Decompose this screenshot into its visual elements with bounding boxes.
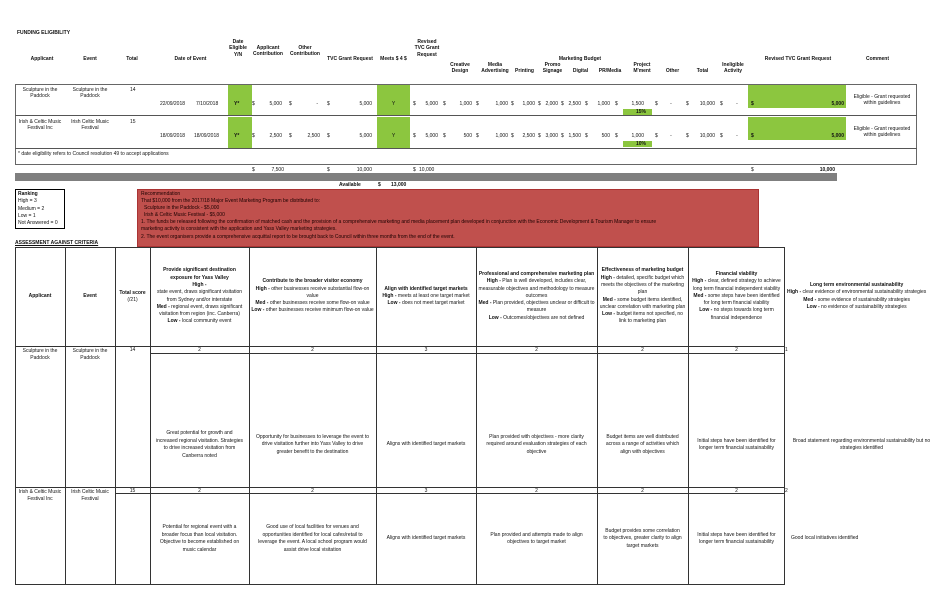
criterion-score: 2 [311,488,314,494]
criterion-level: Med - some steps have been identified for long term financial viability [693,292,780,307]
total-applicant-contribution: 7,500 [271,167,284,173]
header-tvc-grant-request: TVC Grant Request [327,56,373,62]
header-total: Total [126,56,138,62]
currency-symbol: $ [655,133,658,139]
assessment-applicant: Sculpture in the Paddock [22,348,58,361]
criterion-level: Med - some evidence of sustainability strategies [803,296,910,303]
header-ia-l2: Activity [723,68,743,75]
criterion-score: 2 [641,347,644,353]
criterion-level: Low - budget items not specified, no link to marketing plan [602,311,683,325]
ranking-item: Medium = 2 [18,205,45,212]
revised-right-cell: 5,000 [831,133,844,139]
criterion-title: Professional and comprehensive marketing plan [478,270,595,277]
pr-media-cell: 500 [601,133,610,139]
criterion-comment: Broad statement regarding environmental sustainability but no strategies identified [792,437,931,451]
header-oc-l2: Contribution [290,51,320,58]
funding-section-title: FUNDING ELIGIBILITY [17,30,71,36]
criterion-comment: Aligns with identified target markets [386,441,466,448]
promo-cell: 3,000 [545,133,558,139]
meets-highlight [377,85,410,115]
applicant-l2: Festival Inc [27,125,53,132]
printing-cell: 2,500 [522,133,535,139]
project-pct-cell: 15% [635,108,646,115]
applicant-cell [16,119,64,132]
currency-symbol: $ [720,133,723,139]
header-ac-l2: Contribution [253,51,283,58]
header-creative-design [445,62,475,75]
ranking-item: Low = 1 [18,212,36,219]
mb-total-cell: 10,000 [699,101,715,107]
currency-symbol: $ [413,101,416,107]
criterion-header [688,247,785,346]
comment-l2: within guidelines [863,132,901,139]
criterion-comment: Great potential for growth and increased regional visitation. Strategies to drive increased visitation from Canberra noted [156,430,243,459]
header-mb-total: Total [696,68,709,74]
header-applicant-contribution [250,45,286,58]
header-ineligible-activity [718,62,748,75]
ineligible-cell: - [736,101,738,107]
criterion-comment: Good use of local facilities for venues and opportunities identified for local cafes/retail to leverage the event. A local school program would assist drive local visitation [258,524,367,553]
eligible-highlight [228,117,252,148]
ineligible-cell: - [736,133,738,139]
assessment-section-title: ASSESSMENT AGAINST CRITERIA [15,240,99,246]
currency-symbol: $ [538,101,541,107]
currency-symbol: $ [476,133,479,139]
criterion-level: state event, draws significant visitation from Sydney and/or interstate [156,289,243,303]
currency-symbol: $ [655,101,658,107]
ranking-legend [15,189,65,229]
recommendation-line: marketing activity is consistent with the application and Yass Valley marketing strategies. [141,226,337,233]
assessment-event: Sculpture in the Paddock [72,348,108,361]
funding-footnote: * date eligibility refers to Council resolution 49 to accept applications [18,151,169,157]
header-event: Event [83,293,97,300]
event-cell [68,87,112,100]
event-l2: Festival [81,125,99,132]
currency-symbol: $ [511,133,514,139]
criterion-level: Med - Plan provided, objectives unclear or difficult to measure [478,300,595,314]
header-oc-l1: Other [298,45,312,51]
criterion-score: 3 [424,488,428,494]
promo-cell: 2,000 [545,101,558,107]
header-printing: Printing [515,68,534,74]
criterion-score: 1 [785,347,788,353]
header-ia-l1: Ineligible [722,62,744,68]
criterion-comment: Initial steps have been identified for longer term financial sustainability [697,437,776,451]
criterion-header [476,247,597,346]
header-applicant: Applicant [28,293,52,300]
currency-symbol: $ [476,101,479,107]
currency-symbol: $ [615,101,618,107]
criterion-comment: Budget provides some correlation to objectives, greater clarity to align target markets [603,527,682,549]
creative-cell: 1,000 [459,101,472,107]
criterion-level: High - clear, defined strategy to achieve long term financial independent viability [692,278,781,292]
header-applicant: Applicant [30,56,54,62]
criterion-level: Low - no steps towards long term financial independence [699,307,774,321]
meets-cell: Y [391,101,396,107]
currency-symbol: $ [561,101,564,107]
header-total-score [115,247,150,346]
header-meets: Meets $ 4 $ [380,56,407,62]
header-date-eligible [228,39,248,58]
criterion-header [785,247,928,346]
comment-l2: within guidelines [863,100,901,107]
currency-symbol: $ [561,133,564,139]
header-date-eligible-l1: Date [232,39,244,45]
header-other: Other [665,68,680,74]
currency-symbol: $ [686,101,689,107]
total-score-label: (/21) [127,296,138,303]
total-revised: 10,000 [419,167,435,173]
criterion-level: Low - Outcomes/objectives are not defined [488,314,585,321]
criterion-comment: Initial steps have been identified for longer term financial sustainability [697,531,776,545]
revised-right-cell: 5,000 [831,101,844,107]
header-cd-l1: Creative [450,62,470,68]
criterion-level: High - meets at least one target market [382,292,470,299]
recommendation-line: 2. The event organisers provide a comprehensive acquittal report to be brought back to Council within three months from the end of the event. [141,233,455,240]
header-ps-l2: Signage [542,68,563,75]
other-cell: - [670,133,672,139]
date-from-cell: 22/09/2018 [160,101,186,107]
available-value: 13,000 [391,182,407,188]
assessment-total-score: 15 [129,488,136,494]
criterion-score: 2 [785,488,788,494]
pr-media-cell: 1,000 [597,101,610,107]
criterion-header [376,247,476,346]
recommendation-title: Recommendation [141,191,181,197]
mb-total-cell: 10,000 [699,133,715,139]
total-revised-right: 10,000 [819,167,835,173]
assessment-applicant: Irish & Celtic Music Festival Inc [18,489,62,502]
header-revised-tvc [410,39,444,58]
criterion-comment: Good local initiatives identified [791,535,859,542]
criterion-score: 2 [198,488,201,494]
applicant-l1: Irish & Celtic Music [18,119,62,125]
currency-symbol: $ [252,133,255,139]
other-cell: - [670,101,672,107]
row-divider [15,115,917,116]
recommendation-box [137,189,759,247]
criterion-comment: Plan provided with objectives - more clarity required around evaluation strategies of each objective [486,433,587,455]
comment-l1: Eligible - Grant requested [853,126,911,132]
currency-symbol: $ [327,101,330,107]
recommendation-line: Irish & Celtic Music Festival - $5,000 [144,212,225,219]
date-to-cell: 18/09/2018 [194,133,220,139]
criterion-level: Med - regional event, draws significant visitation from region (inc. Canberra) [156,303,243,318]
criterion-level: Low - no evidence of sustainability strategies [806,303,907,310]
printing-cell: 1,000 [522,101,535,107]
criterion-header [597,247,688,346]
applicant-l2: Paddock [30,93,50,100]
creative-cell: 500 [463,133,472,139]
criterion-title: Long term environmental sustainability [809,281,904,288]
currency-symbol: $ [751,133,754,139]
criterion-score: 2 [735,488,738,494]
date-from-cell: 18/09/2018 [160,133,186,139]
currency-symbol: $ [252,167,255,173]
project-pct-cell: 10% [635,140,646,147]
header-media-advertising [478,62,512,75]
criterion-score: 2 [311,347,314,353]
criterion-score: 2 [198,347,201,353]
currency-symbol: $ [615,133,618,139]
digital-cell: 2,500 [568,101,581,107]
event-l2: Paddock [80,93,100,100]
header-event: Event [83,56,97,62]
currency-symbol: $ [413,133,416,139]
currency-symbol: $ [686,133,689,139]
header-rev-l2: TVC Grant [414,45,440,52]
currency-symbol: $ [585,133,588,139]
criterion-score: 2 [535,347,538,353]
total-cell: 15 [130,119,136,125]
header-pr-media: PR/Media [598,68,622,74]
criterion-level: Low - local community event [167,318,232,325]
criterion-level: High - detailed, specific budget which meets the objectives of the marketing plan [600,274,685,296]
currency-symbol: $ [511,101,514,107]
currency-symbol: $ [751,101,754,107]
header-other-contribution [287,45,323,58]
other-contribution-cell: - [316,101,318,107]
tvc-request-cell: 5,000 [359,133,372,139]
header-revised-tvc-right: Revised TVC Grant Request [764,56,832,62]
criterion-title: Provide significant destination exposure for Yass Valley [163,267,236,281]
criterion-title: Effectiveness of marketing budget [601,267,684,274]
assessment-event: Irish Celtic Music Festival [71,489,109,502]
header-digital: Digital [572,68,589,74]
ranking-item: Not Answered = 0 [18,220,58,227]
criterion-comment: Aligns with identified target markets [386,535,466,542]
currency-symbol: $ [443,101,446,107]
currency-symbol: $ [252,101,255,107]
total-tvc-request: 10,000 [356,167,372,173]
criterion-comment: Potential for regional event with a broader focus than local visitation. Objective to become established on music calendar [159,524,240,553]
applicant-cell [18,87,62,100]
header-ac-l1: Applicant [256,45,280,51]
currency-symbol: $ [289,101,292,107]
header-ma-l1: Media [487,62,503,68]
criterion-comment: Budget items are well distributed across a range of activities which align with objectives [605,433,680,455]
total-cell: 14 [130,87,136,93]
applicant-contribution-cell: 2,500 [269,133,282,139]
applicant-l1: Sculpture in the [22,87,58,93]
criterion-comment: Opportunity for businesses to leverage the event to drive visitation further into Yass Valley to drive greater benefit to the destination [255,433,370,455]
header-project-mment [628,62,656,75]
total-bar [15,173,837,181]
applicant-contribution-cell: 5,000 [269,101,282,107]
date-to-cell: 7/10/2018 [196,101,219,107]
header-ma-l2: Advertising [481,68,509,75]
recommendation-line: 1. The funds be released following the confirmation of matched cash and the provision of a comprehensive marketing and media placement plan developed in conjunction with the Economic Development & Tourism Manager to ensure [141,219,657,226]
event-l1: Sculpture in the [72,87,108,93]
criterion-header [150,247,249,346]
assessment-total-score: 14 [129,347,136,353]
total-score-label: Total score [119,290,146,297]
currency-symbol: $ [289,133,292,139]
eligible-cell: Y* [234,101,240,107]
ranking-title: Ranking [18,191,38,197]
header-date-eligible-l2: Eligible [229,45,247,52]
criterion-score: 2 [641,488,644,494]
header-rev-l1: Revised [417,39,437,45]
currency-symbol: $ [413,167,416,173]
revised-cell: 5,000 [425,101,438,107]
criterion-level: Low - other businesses receive minimum flow-on value [251,307,374,314]
comment-cell [846,94,918,107]
currency-symbol: $ [327,167,330,173]
header-date-of-event: Date of Event [174,56,207,62]
currency-symbol: $ [751,167,754,173]
revised-cell: 5,000 [425,133,438,139]
criterion-score: 2 [535,488,538,494]
media-cell: 1,000 [495,133,508,139]
criterion-title: Financial viability [715,270,758,277]
tvc-request-cell: 5,000 [359,101,372,107]
media-cell: 1,000 [495,101,508,107]
available-label: Available [339,182,361,188]
recommendation-line: Sculpture in the Paddock - $5,000 [144,205,220,212]
criterion-score: 3 [424,347,428,353]
event-cell [68,119,112,132]
criterion-level: High - other businesses receive substantial flow-on value [255,285,370,299]
row-divider [15,148,917,149]
other-contribution-cell: 2,500 [307,133,320,139]
criterion-title: Align with identified target markets [384,285,468,292]
header-date-eligible-l3: Y/N [233,51,243,58]
project-cell: 1,500 [631,101,644,107]
currency-symbol: $ [443,133,446,139]
currency-symbol: $ [538,133,541,139]
header-comment: Comment [865,56,890,62]
eligible-cell: Y* [234,133,240,139]
criterion-level: High - clear evidence of environmental sustainability strategies [787,289,927,296]
header-promo-signage [540,62,565,75]
event-l1: Irish Celtic Music [71,119,109,125]
currency-symbol: $ [327,133,330,139]
criterion-level: High - [192,281,207,288]
criterion-level: Med - some budget items identified, unclear correlation with marketing plan [599,296,686,310]
header-cd-l2: Design [451,68,469,75]
criterion-level: High - Plan is well developed, includes clear, measurable objectives and methodology to measure outcomes [478,278,595,299]
criterion-score: 2 [735,347,738,353]
eligible-highlight [228,85,252,115]
criterion-comment: Plan provided and attempts made to align objectives to target market [490,531,583,545]
comment-l1: Eligible - Grant requested [853,94,911,100]
header-marketing-budget: Marketing Budget [558,56,602,62]
criterion-level: Med - other businesses receive some flow-on value [255,300,370,307]
header-pm-l1: Project [633,62,651,68]
meets-cell: Y [391,133,396,139]
digital-cell: 1,500 [568,133,581,139]
ranking-item: High = 3 [18,198,37,205]
currency-symbol: $ [378,182,381,188]
currency-symbol: $ [585,101,588,107]
criterion-title: Contribute to the broader visitor economy [262,278,363,285]
project-cell: 1,000 [631,133,644,139]
header-ps-l1: Promo [544,62,561,68]
criterion-level: Low - does not meet target market [387,300,465,307]
comment-cell [846,126,918,139]
header-pm-l2: M'ment [633,68,651,75]
recommendation-line: That $10,000 from the 2017/18 Major Event Marketing Program be distributed to: [141,198,320,205]
currency-symbol: $ [720,101,723,107]
criterion-header [249,247,376,346]
header-rev-l3: Request [417,51,437,58]
